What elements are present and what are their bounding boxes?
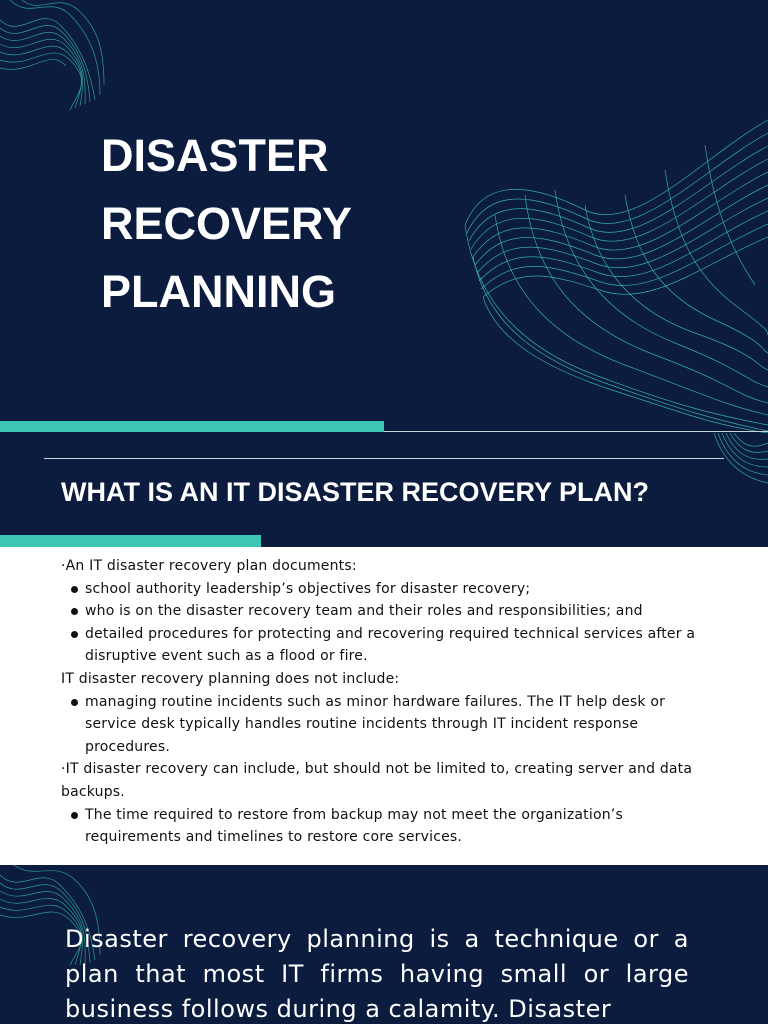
- header-divider-line: [44, 458, 724, 459]
- wave-mesh-top-left-graphic: [0, 0, 110, 110]
- title-line-2: RECOVERY: [101, 198, 352, 249]
- title-slide: [0, 0, 768, 433]
- list-item: who is on the disaster recovery team and their roles and responsibilities; and: [61, 600, 701, 623]
- not-include-list: [61, 691, 701, 759]
- title-divider-line: [384, 431, 768, 432]
- title-line-3: PLANNING: [101, 266, 336, 317]
- not-include-heading: IT disaster recovery planning does not include:: [61, 670, 400, 687]
- definition-paragraph: Disaster recovery planning is a technique or a plan that most IT firms having small or large business follows during a calamity. Disaster: [65, 925, 689, 1023]
- wave-mesh-header-graphic: [714, 433, 768, 547]
- documents-intro: ·An IT disaster recovery plan documents:: [61, 558, 357, 574]
- title-line-1: DISASTER: [101, 130, 329, 181]
- title-accent-bar: [0, 421, 384, 432]
- list-item: The time required to restore from backup may not meet the organization’s requirements and timelines to restore core services.: [61, 804, 701, 849]
- can-include-text: ·IT disaster recovery can include, but should not be limited to, creating server and data backups.: [61, 761, 693, 800]
- documents-list: [61, 578, 701, 668]
- list-item: detailed procedures for protecting and recovering required technical services after a disruptive event such as a flood or fire.: [61, 623, 701, 668]
- content-slide: [0, 433, 768, 865]
- can-include-list: [61, 804, 701, 849]
- wave-mesh-right-graphic: [455, 115, 768, 433]
- slide-title: [101, 122, 441, 326]
- list-item: managing routine incidents such as minor hardware failures. The IT help desk or service desk typically handles routine incidents through IT incident response procedures.: [61, 691, 701, 759]
- slide-heading: WHAT IS AN IT DISASTER RECOVERY PLAN?: [61, 477, 650, 507]
- slide-header-band: [0, 433, 768, 547]
- definition-slide: [0, 865, 768, 1024]
- heading-accent-bar: [0, 535, 261, 547]
- list-item: school authority leadership’s objectives for disaster recovery;: [61, 578, 701, 601]
- slide-body: [61, 555, 701, 849]
